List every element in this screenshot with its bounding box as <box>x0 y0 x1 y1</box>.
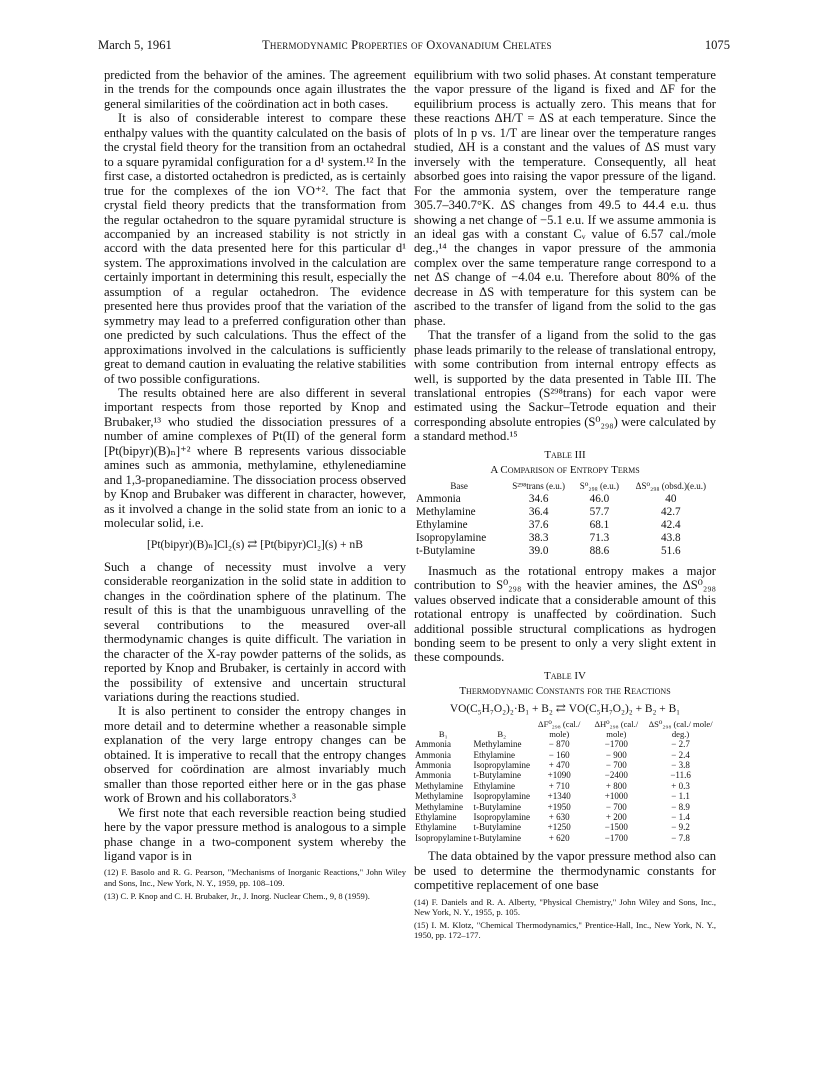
paragraph: It is also pertinent to consider the entropy changes in more detail and to determine whether a reasonable simple explanation of the very large entropy changes can be obtained. It is imperative to recall that the entropy changes observed for coördination are almost invariably much smaller than those reported either here or in the gas phase work of Brown and his collaborators.³ <box>104 704 406 806</box>
column-header: ΔH⁰₂₉₈ (cal./ mole) <box>594 719 639 739</box>
paragraph: The data obtained by the vapor pressure method also can be used to determine the thermodynamic constants for competitive replacement of one base <box>414 849 716 893</box>
column-header: ΔS⁰₂₉₈ (cal./ mole/ deg.) <box>648 719 713 739</box>
left-column <box>104 68 406 901</box>
reaction-left: VO(C₅H₇O₂)₂·B₁ + B₂ <box>449 702 553 715</box>
column-header: S⁰₂₉₈ (e.u.) <box>579 480 620 491</box>
page-number: 1075 <box>704 38 730 52</box>
equation <box>104 537 406 552</box>
footnote: (12) F. Basolo and R. G. Pearson, "Mechanisms of Inorganic Reactions," John Wiley and Sons, Inc., New York, N. Y., 1959, pp. 108–109. <box>104 867 406 889</box>
table-row: Methylamine t-Butylamine +1950 − 700 − 8.9 <box>415 801 690 812</box>
paragraph: That the transfer of a ligand from the solid to the gas phase leads primarily to the release of translational entropy, with some contribution from internal entropy effects as well, is supported by the data presented in Table III. The translational entropies (S²⁹⁸trans) for each vapor were estimated using the Sackur–Tetrode equation and their corresponding absolute entropies (S⁰₂₉₈) were calculated by a standard method.¹⁵ <box>414 328 716 444</box>
paragraph: Inasmuch as the rotational entropy makes a major contribution to S⁰₂₉₈ with the heavier amines, the ΔS⁰₂₉₈ values observed indicate that a considerable amount of this rotational entropy is unaffected by coördination. Such additional possible structural complications as hydrogen bonding seem to be present to only a very slight extent in these compounds. <box>414 563 716 665</box>
footnote: (14) F. Daniels and R. A. Alberty, "Physical Chemistry," John Wiley and Sons, Inc., New York, N. Y., 1955, p. 105. <box>414 896 716 918</box>
paragraph: equilibrium with two solid phases. At constant temperature the vapor pressure of the ligand is fixed and ΔF for the equilibrium process is actually zero. This means that for these reactions ΔH/T = ΔS at each temperature. Since the plots of ln p vs. 1/T are linear over the temperature ranges studied, ΔH is a constant and the values of ΔS must vary inversely with the temperature. Consequently, all heat absorbed goes into raising the vapor pressure of the ligand. For the ammonia system, over the temperature range 305.7–340.7°K. ΔS changes from 49.5 to 44.4 e.u. thus showing a net change of −5.1 e.u. If we assume ammonia is an ideal gas with a constant Cᵥ value of 6.57 cal./mole deg.,¹⁴ the changes in vapor pressure of the ammonia complex over the same temperature range correspond to a net ΔS change of −4.04 e.u. Therefore about 80% of the decrease in ΔS with temperature for this system can be ascribed to the transfer of ligand from the solid to the gas phase. <box>414 68 716 328</box>
header-date: March 5, 1961 <box>98 38 172 52</box>
reaction-equation <box>414 701 716 716</box>
table-caption: Table III <box>544 448 586 461</box>
table-row: Ammonia Methylamine − 870 −1700 − 2.7 <box>415 739 690 750</box>
table-row: Ammonia Isopropylamine + 470 − 700 − 3.8 <box>415 760 690 771</box>
table-row: Ethylamine Isopropylamine + 630 + 200 − 1.4 <box>415 812 690 823</box>
right-column <box>414 68 716 941</box>
table-title: Thermodynamic Constants for the Reactions <box>459 685 671 698</box>
table-caption: Table IV <box>544 669 586 682</box>
header-title: Thermodynamic Properties of Oxovanadium Chelates <box>262 38 552 52</box>
table-row: Methylamine Ethylamine + 710 + 800 + 0.3 <box>415 780 690 791</box>
equilibrium-arrow-icon: ⇄ <box>247 536 261 551</box>
column-header: B₁ <box>438 728 448 739</box>
paragraph: We first note that each reversible reaction being studied here by the vapor pressure method is analogous to a simple phase change in a two-component system whereby the ligand vapor is in <box>104 805 406 864</box>
column-header: ΔF⁰₂₉₈ (cal./ mole) <box>538 719 581 739</box>
equilibrium-arrow-icon: ⇄ <box>555 700 569 715</box>
thermodynamic-constants-table <box>414 720 716 843</box>
table-row: Ammonia t-Butylamine +1090 −2400 −11.6 <box>415 770 691 781</box>
reaction-right: VO(C₅H₇O₂)₂ + B₂ + B₁ <box>568 702 681 715</box>
paragraph: predicted from the behavior of the amines. The agreement in the trends for the compounds once again illustrates the general similarities of the coördination act in both cases. <box>104 68 406 111</box>
table-title: A Comparison of Entropy Terms <box>490 464 640 477</box>
paragraph: The results obtained here are also different in several important respects from those reported by Knop and Brubaker,¹³ who studied the dissociation pressures of a number of amine complexes of Pt(II) of the general form [Pt(bipyr)(B)ₙ]⁺² where B represents various dissociable amines such as ammonia, methylamine, ethylenediamine and 1,3-propanediamine. The dissociation process observed by Knop and Brubaker was different in character, however, as it involved a change in the solid state from an ionic to a molecular solid, i.e. <box>104 385 406 531</box>
table-row: Methylamine 36.4 57.7 42.7 <box>416 505 681 518</box>
paragraph: Such a change of necessity must involve a very considerable reorganization in the solid state in addition to changes in the coördination sphere of the platinum. The result of this is that the unambiguous unravelling of the several contributions to the measured over-all thermodynamic changes is quite difficult. The variation in the character of the X-ray powder patterns of the solids, as reported by Knop and Brubaker, is certainly in accord with the possibility of extensive and uncertain structural variations during the reactions studied. <box>104 559 406 705</box>
column-header: Base <box>450 480 468 491</box>
table-row: Ammonia 34.6 46.0 40 <box>416 492 677 505</box>
entropy-table <box>414 480 716 558</box>
paragraph: It is also of considerable interest to compare these enthalpy values with the quantity calculated on the basis of the crystal field theory for the transition from an octahedral to a square pyramidal configuration for a d¹ system.¹² In the first case, a distorted octahedron is predicted, as is certainly true for the complexes of the ion VO⁺². The fact that crystal field theory predicts that the transformation from the regular octahedron to the square pyramidal structure is accompanied by an increased stability is not strictly in accord with the data presented here for this particular d¹ system. The approximations involved in the calculation are certainly important in determining this result, especially the assumption of a regular octahedron. The evidence presented here thus provides proof that the variation of the symmetry may lead to a preferred configuration other than one predicted by such calculations. Thus the effect of the approximations involved in the calculations is sufficiently great to demand caution in evaluating the relative stabilities of two possible configurations. <box>104 111 406 386</box>
table-row: Isopropylamine t-Butylamine + 620 −1700 − 7.8 <box>415 832 690 843</box>
table-row: Isopropylamine 38.3 71.3 43.8 <box>416 531 681 544</box>
table-row: Ethylamine 37.6 68.1 42.4 <box>416 518 681 531</box>
column-header: S²⁹⁸trans (e.u.) <box>512 480 565 491</box>
table-row: t-Butylamine 39.0 88.6 51.6 <box>416 544 681 557</box>
equation-right: [Pt(bipyr)Cl₂](s) + nB <box>260 537 363 551</box>
equation-left: [Pt(bipyr)(B)ₙ]Cl₂(s) <box>147 537 245 551</box>
table-row: Ammonia Ethylamine − 160 − 900 − 2.4 <box>415 749 690 760</box>
table-row: Ethylamine t-Butylamine +1250 −1500 − 9.2 <box>415 822 690 833</box>
table-row: Methylamine Isopropylamine +1340 +1000 − 1.1 <box>415 791 690 802</box>
footnote: (13) C. P. Knop and C. H. Brubaker, Jr., J. Inorg. Nuclear Chem., 9, 8 (1959). <box>104 890 370 901</box>
column-header: B₂ <box>497 728 507 739</box>
running-header <box>98 38 730 54</box>
column-header: ΔS⁰₂₉₈ (obsd.)(e.u.) <box>635 480 706 491</box>
footnote: (15) I. M. Klotz, "Chemical Thermodynamics," Prentice-Hall, Inc., New York, N. Y., 1950, pp. 172–177. <box>414 919 716 941</box>
